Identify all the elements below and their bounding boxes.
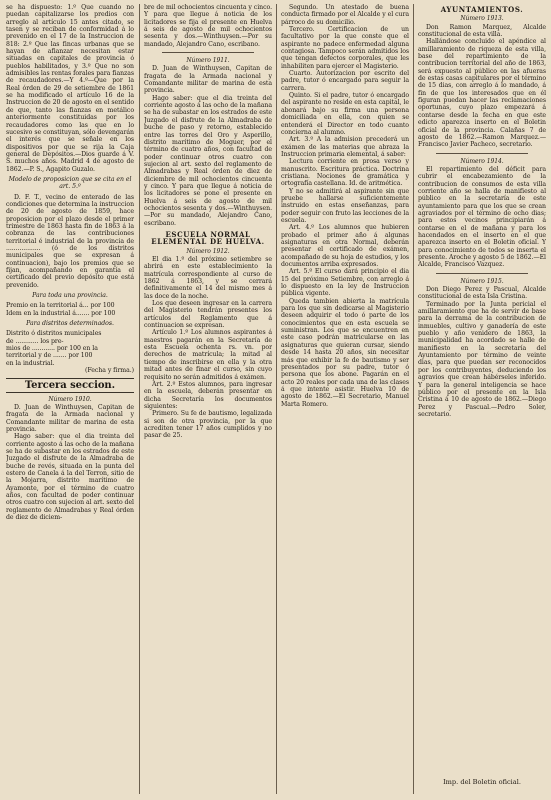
paragraph: Los que deseen ingresar en la carrera del Magisterio tendrán presentes los artículos del Reglamento que á continuacion se expresan. bbox=[144, 300, 272, 330]
form-line: territorial y de ....... por 100 bbox=[6, 352, 93, 360]
form-line: de ............ los pre- bbox=[6, 337, 64, 345]
paragraph: Cuarto. Autorizacion por escrito del padre, tutor ó encargado para seguir la carrera. bbox=[281, 70, 409, 92]
column-divider bbox=[139, 4, 140, 794]
separator bbox=[436, 273, 528, 274]
paragraph: El repartimiento del déficit para cubrir el encabezamiento de la contribucion de consumos de esta villa corriente año se halla de manifiesto al público en la secretaría de este ayuntamiento para que los que se crean agraviados por el término de ocho dias; para estos vecinos principiarán á contarse en el de mañana y para los hacendados en el inserto en el que aparezca inserto en el Boletin oficial. Y para conocimiento de todos se inserta el presente. Aroche y agosto 5 de 1862.—El Alcalde, Francisco Vazquez. bbox=[418, 165, 546, 269]
paragraph: Primero. Su fe de bautismo, legalizada si son de otra provincia, por la que acrediten tener 17 años cumplidos y no pasar de 25. bbox=[144, 410, 272, 440]
paragraph: Hallándose concluido el apéndice al amillaramiento de riqueza de esta villa, base del repartimiento de la contribucion territorial del año de 1863, será expuesto al público en las afueras de estas casas capitulares por el término de 15 dias, con arreglo á lo mandado, á fin de que los interesados que en él figuran puedan hacer las reclamaciones oportunas, cuyo plazo empezará á contarse desde la fecha en que este edicto aparezca inserto en el Boletin oficial de la provincia. Calañas 7 de agosto de 1862.—Ramon Marquez.—Francisco Javier Pacheco, secretario. bbox=[418, 38, 546, 149]
paragraph: El dia 1.º del próximo setiembre se abrirá en este establecimiento la matrícula correspondiente al curso de 1862 á 1863, y se cerrará definitivamente el 14 del mismo mes á las doce de la noche. bbox=[144, 256, 272, 300]
notice-number: Número 1912. bbox=[186, 247, 230, 255]
column-1 bbox=[6, 4, 134, 794]
paragraph: Artículo 1.º Los alumnos aspirantes á maestros pagarán en la Secretaría de esta Escuela ochenta rs. vn. por derechos de matrícula; la mitad al tiempo de inscribirse en ella y la otra mitad antes de finar el curso, sin cuyo requisito no serán admitidos á exámen. bbox=[144, 329, 272, 381]
paragraph: Quinto. Si el padre, tutor ó encargado del aspirante no reside en esta capital, le abonará bajo su firma una persona domiciliada en ella, con quien se entenderá el Director en todo cuanto concierna al alumno. bbox=[281, 92, 409, 136]
subheading: Para toda una provincia. bbox=[32, 292, 108, 300]
section-title: Tercera seccion. bbox=[6, 378, 134, 393]
form-line: en la industrial. bbox=[6, 359, 55, 367]
paragraph: Art. 2.º Estos alumnos, para ingresar en la escuela, deberán presentar en dicha Secretaría los documentos siguientes: bbox=[144, 380, 272, 410]
form-line: Distrito ó distritos municipales bbox=[6, 330, 102, 338]
paragraph: Art. 5.º El curso dará principio el dia 15 del próximo Setiembre, con arreglo á lo dispuesto en la ley de Instruccion pública vigente. bbox=[281, 268, 409, 298]
form-line: Idem en la industrial á....... por 100 bbox=[6, 309, 116, 317]
form-line: mios de ............ por 100 en la bbox=[6, 345, 98, 353]
paragraph: Art. 3.º A la admision precederá un exámen de las materias que abraza la Instruccion primaria elemental, á saber: bbox=[281, 136, 409, 158]
paragraph: bre de mil ochocientos cincuenta y cinco. Y para que llegue á noticia de los licitadores se fija el presente en Huelva á seis de agosto de mil ochocientos sesenta y dos.—Winthuysen.—Por su mandado, Alejandro Cano, escribano. bbox=[144, 4, 272, 48]
paragraph: Hago saber: que el dia treinta del corriente agosto á las ocho de la mañana se ha de subastar en los estrados de este Juzgado el disfrute de la Almadraba de buche de revés, situada en la punta del estero de Canela á la del Terron, sitio de la Mojarra, distrito marítimo de Ayamonte, por el término de cuatro años, con facultad de poder continuar otros cuatro con sujecion al art. sexto del reglamento de Almadrabas y Real órden de diez de diciem- bbox=[6, 433, 134, 521]
paragraph: D. Juan de Winthuysen, Capitan de fragata de la Armada nacional y Comandante militar de marina de esta provincia. bbox=[6, 403, 134, 433]
paragraph: Tercero. Certificacion de un facultativo por la que conste que el aspirante no padece enfermedad alguna contagiosa. Tampoco serán admitidos los que tengan defectos corporales, que les inhabiliten para ejercer el Magisterio. bbox=[281, 26, 409, 70]
paragraph: Terminado por la Junta pericial el amillaramiento que ha de servir de base para la derrama de la contribucion de inmuebles, cultivo y ganadería de este pueblo y año venidero de 1863, la municipalidad ha acordado se halle de manifiesto en la secretaría del Ayuntamiento por término de veinte dias, para que puedan ser reconocidos por los contribuyentes, deduciendo los agravios que crean hábérseles inferido. Y para la general inteligencia se hace público por el presente en la Isla Cristina á 10 de agosto de 1862.—Diego Perez y Pascual.—Pedro Soler, secretario. bbox=[418, 300, 546, 418]
column-4 bbox=[418, 4, 546, 794]
paragraph: Don Ramon Marquez, Alcalde constitucional de esta villa. bbox=[418, 23, 546, 39]
printer-imprint: Imp. del Boletin oficial. bbox=[443, 778, 521, 786]
model-title: Modelo de proposicion que se cita en el art. 5.º bbox=[8, 175, 132, 191]
notice-number: Número 1910. bbox=[48, 395, 92, 403]
paragraph: Art. 4.º Los alumnos que hubieren probado el primer año á algunas asignaturas en otra Normal, deberán presentar el certificado de exámen, acompañado de su hoja de estudios, y los documentos arriba expresados. bbox=[281, 224, 409, 269]
form-line: Premio en la territorial á... por 100 bbox=[6, 302, 115, 310]
paragraph: Don Diego Perez y Pascual, Alcalde constitucional de esta Isla Cristina. bbox=[418, 286, 546, 301]
paragraph: se ha dispuesto: 1.º Que cuando no puedan capitalizarse los predios con arreglo al artículo 15 antes citado, se tasen y se reciban de conformidad á lo prevenido en el 17 de la Instruccion de 818: 2.º Que las fincas urbanas que se hayan de afianzar necesitan estar situadas en capitales de provincia ó pueblos habilitados, y 3.º Que no son admisibles las rentas forales para fianzas de recaudadores.—Y 4.º—Que por la Real órden de 29 de setiembre de 1861 se ha modificado el artículo 16 de la Instruccion de 20 de agosto en el sentido de que, tanto las fianzas en metálico anteriormente constituidas por los recaudadores como las que en lo sucesivo se constituyan, sólo devengarán el interés que se señale en los dispositivos por que se rija la Caja general de Depósitos.—Dios guarde á V. S. muchos años. Madrid 4 de agosto de 1862.—P. S., Agapito Guzalo. bbox=[6, 4, 134, 173]
separator bbox=[162, 52, 254, 53]
school-title: ESCUELA NORMAL ELEMENTAL DE HUELVA. bbox=[151, 229, 265, 247]
subheading: Para distritos determinados. bbox=[26, 320, 114, 328]
paragraph: Segundo. Un atestado de buena conducta firmado por el Alcalde y el cura párroco de su domicilio. bbox=[281, 4, 409, 26]
paragraph: Y no se admitirá al aspirante sin que pruebe hallarse suficientemente instruido en estas enseñanzas, para poder seguir con fruto las lecciones de la escuela. bbox=[281, 187, 409, 224]
column-2 bbox=[144, 4, 272, 794]
paragraph: D. Juan de Winthuysen, Capitan de fragata de la Armada nacional y Comandante militar de marina de esta provincia. bbox=[144, 65, 272, 95]
column-divider bbox=[413, 4, 414, 794]
notice-number: Número 1911. bbox=[186, 57, 230, 65]
notice-number: Número 1915. bbox=[460, 277, 504, 285]
paragraph: Queda tambien abierta la matrícula para los que sin dedicarse al Magisterio deseen adquirir el todo ó parte de los conocimientos que en esta escuela se suministran. Los que se encuentren en este caso podrán matricularse en las asignaturas que quieran cursar, siendo desde 14 hasta 20 años, sin necesitar más que exhibir la fe de bautismo y ser presentados por su padre, tutor ó persona que los abone. Pagarán en el acto 20 reales por cada una de las clases á que intente asistir. Huelva 10 de agosto de 1862.—El Secretario, Manuel Marta Romero. bbox=[281, 297, 409, 408]
date-signature: (Fecha y firma.) bbox=[85, 367, 134, 375]
section-header: AYUNTAMIENTOS. bbox=[440, 5, 524, 14]
notice-number: Número 1914. bbox=[460, 157, 504, 165]
notice-number: Número 1913. bbox=[460, 15, 504, 23]
column-3 bbox=[281, 4, 409, 794]
column-divider bbox=[276, 4, 277, 794]
paragraph: Hago saber: que el dia treinta del corriente agosto á las ocho de la mañana se ha de subastar en los estrados de este Juzgado el disfrute de la Almadraba de buche de paso y retorno, establecido entre las torres del Oro y Asperillo, distrito marítimo de Moguer, por el término de cuatro años, con facultad de poder continuar otros cuatro con sujecion al art. sexto del reglamento de Almadrabas y Real órden de diez de diciembre de mil ochocientos cincuenta y cinco. Y para que llegue á noticia de los licitadores se pone el presente en Huelva á seis de agosto de mil ochocientos sesenta y dos.—Winthuysen.—Por su mandado, Alejandro Cano, escribano. bbox=[144, 94, 272, 227]
separator bbox=[436, 153, 528, 154]
paragraph: Lectura corriente en prosa verso y manuscrito. Escritura práctica. Doctrina cristiana. Nociones de gramática y ortografía castellana. Id. de aritmética. bbox=[281, 158, 409, 188]
paragraph: D. F. T., vecino de enterado de las condiciones que determina la instruccion de 20 de agosto de 1859, hace proposicion por el plazo desde el primer trimestre de 1863 hasta fin de 1863 á la cobranza de las contribuciones territorial é industrial de la provincia de .................. (ó de los distritos municipales que se expresan á continuacion), bajo los premios que se fijan, acompañando en garantía el certificado del previo depósito que está prevenido. bbox=[6, 193, 134, 289]
